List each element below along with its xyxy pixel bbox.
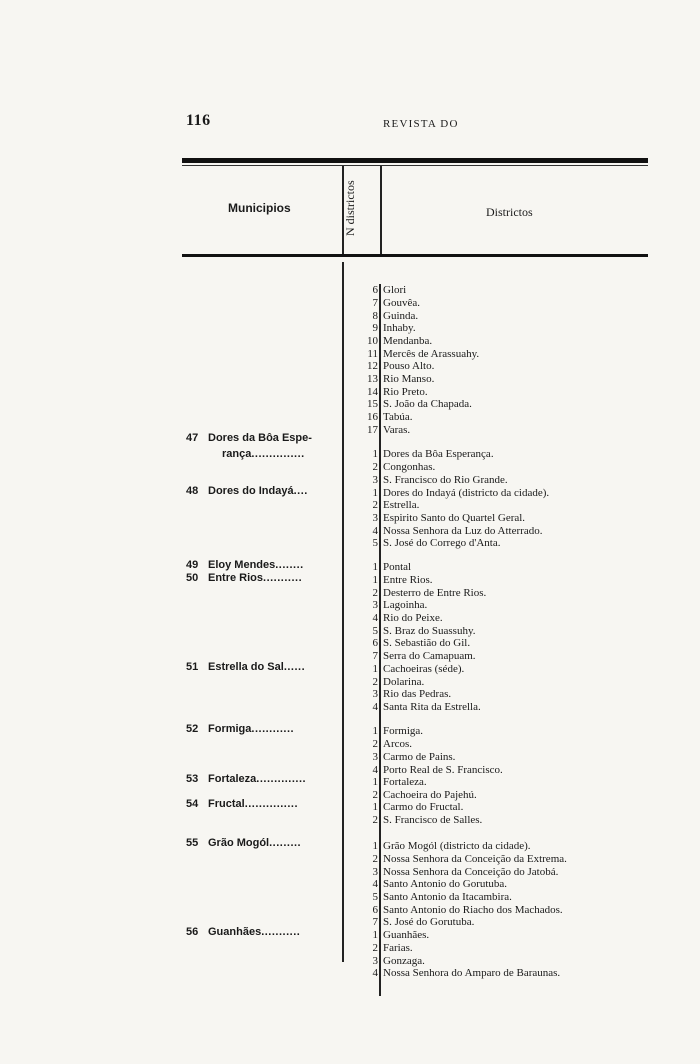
district-number: 1: [372, 574, 378, 586]
district-name: Pouso Alto.: [383, 360, 435, 372]
district-name: Dores do Indayá (districto da cidade).: [383, 487, 550, 499]
district-number: 6: [372, 904, 378, 916]
municipio-number: 52: [186, 723, 199, 735]
district-number: 15: [367, 398, 378, 410]
district-number: 3: [372, 866, 378, 878]
district-name: Santo Antonio do Riacho dos Machados.: [383, 904, 563, 916]
district-number: 2: [372, 499, 378, 511]
leader-dots: .........: [269, 837, 302, 849]
leader-dots: ........: [275, 559, 304, 571]
district-name: Farias.: [383, 942, 413, 954]
leader-dots: ..............: [256, 773, 307, 785]
district-name: Carmo do Fructal.: [383, 801, 464, 813]
district-number: 7: [372, 297, 378, 309]
district-number: 16: [367, 411, 378, 423]
body-divider-right: [379, 284, 381, 996]
municipio-number: 51: [186, 661, 199, 673]
column-header-n-districtos: N districtos: [343, 180, 357, 236]
district-name: Formiga.: [383, 725, 424, 737]
district-name: S. José do Corrego d'Anta.: [383, 537, 501, 549]
district-name: S. Braz do Suassuhy.: [383, 625, 476, 637]
municipio-name: Eloy Mendes: [208, 559, 276, 571]
municipio-number: 53: [186, 773, 199, 785]
running-title: REVISTA DO: [383, 118, 459, 130]
district-name: Glori: [383, 284, 407, 296]
column-header-districtos: Districtos: [486, 205, 533, 219]
municipio-name: Fructal: [208, 798, 245, 810]
municipio-entry: [186, 661, 305, 674]
table-top-rule: [182, 158, 648, 163]
leader-dots: ...............: [251, 448, 305, 460]
district-number: 2: [372, 587, 378, 599]
district-name: Nossa Senhora da Conceição do Jatobá.: [383, 866, 559, 878]
page-number: 116: [186, 112, 211, 129]
district-number: 4: [372, 764, 378, 776]
district-name: Rio Preto.: [383, 386, 428, 398]
district-number: 2: [372, 676, 378, 688]
district-number: 1: [372, 561, 378, 573]
district-name: Pontal: [383, 561, 412, 573]
district-name: Espirito Santo do Quartel Geral.: [383, 512, 526, 524]
header-divider-right: [380, 166, 382, 254]
district-name: Serra do Camapuam.: [383, 650, 476, 662]
district-number: 7: [372, 916, 378, 928]
district-name: Dores da Bôa Esperança.: [383, 448, 494, 460]
municipio-number: 47: [186, 432, 199, 444]
district-name: Nossa Senhora da Conceição da Extrema.: [383, 853, 567, 865]
district-number: 5: [372, 537, 378, 549]
leader-dots: ...........: [263, 572, 303, 584]
district-name: Inhaby.: [383, 322, 416, 334]
municipio-number: 56: [186, 926, 199, 938]
district-name: Carmo de Pains.: [383, 751, 456, 763]
municipio-number: 55: [186, 837, 199, 849]
district-name: Santa Rita da Estrella.: [383, 701, 481, 713]
district-name: S. Sebastião do Gil.: [383, 637, 471, 649]
district-name: Porto Real de S. Francisco.: [383, 764, 503, 776]
header-bottom-rule: [182, 254, 648, 257]
municipio-entry: [186, 448, 305, 461]
district-number: 10: [367, 335, 378, 347]
municipio-entry: [186, 432, 312, 445]
district-number: 7: [372, 650, 378, 662]
district-name: Lagoinha.: [383, 599, 428, 611]
district-name: S. João da Chapada.: [383, 398, 472, 410]
municipio-entry: [186, 926, 300, 939]
leader-dots: ......: [283, 661, 306, 673]
district-number: 1: [372, 487, 378, 499]
district-number: 5: [372, 625, 378, 637]
district-number: 8: [372, 310, 378, 322]
municipio-number: 48: [186, 485, 199, 497]
district-number: 3: [372, 688, 378, 700]
district-number: 1: [372, 840, 378, 852]
district-number: 9: [372, 322, 378, 334]
municipio-entry: [186, 485, 308, 498]
municipio-number: 50: [186, 572, 199, 584]
district-number: 1: [372, 448, 378, 460]
district-number: 12: [367, 360, 378, 372]
district-name: Mendanba.: [383, 335, 433, 347]
municipio-entry: [186, 798, 298, 811]
district-name: Nossa Senhora do Amparo de Baraunas.: [383, 967, 561, 979]
district-number: 3: [372, 474, 378, 486]
district-number: 2: [372, 789, 378, 801]
district-name: Santo Antonio do Gorutuba.: [383, 878, 508, 890]
municipio-name: Guanhães: [208, 926, 262, 938]
column-header-municipios: Municipios: [228, 201, 291, 215]
district-name: S. Francisco de Salles.: [383, 814, 483, 826]
district-name: Santo Antonio da Itacambira.: [383, 891, 512, 903]
district-number: 4: [372, 525, 378, 537]
municipio-entry: [186, 723, 294, 736]
district-name: Gouvêa.: [383, 297, 420, 309]
district-number: 11: [367, 348, 378, 360]
municipio-name: Dores da Bôa Espe-: [208, 432, 312, 444]
district-number: 2: [372, 853, 378, 865]
leader-dots: ....: [293, 485, 308, 497]
district-name: Cachoeira do Pajehú.: [383, 789, 477, 801]
district-number: 3: [372, 955, 378, 967]
district-name: Fortaleza.: [383, 776, 427, 788]
district-name: Rio do Peixe.: [383, 612, 443, 624]
district-number: 17: [367, 424, 378, 436]
municipio-name: Estrella do Sal: [208, 661, 284, 673]
district-number: 1: [372, 663, 378, 675]
district-number: 2: [372, 738, 378, 750]
district-name: Grão Mogól (districto da cidade).: [383, 840, 531, 852]
district-number: 1: [372, 801, 378, 813]
district-number: 13: [367, 373, 378, 385]
district-number: 4: [372, 967, 378, 979]
district-name: Guinda.: [383, 310, 419, 322]
district-name: Congonhas.: [383, 461, 436, 473]
district-name: Dolarina.: [383, 676, 425, 688]
district-name: S. Francisco do Rio Grande.: [383, 474, 508, 486]
district-number: 14: [367, 386, 378, 398]
municipio-entry: [186, 773, 306, 786]
district-number: 1: [372, 725, 378, 737]
district-number: 3: [372, 751, 378, 763]
municipio-name: Grão Mogól: [208, 837, 270, 849]
leader-dots: ...........: [261, 926, 301, 938]
municipio-entry: [186, 837, 301, 850]
table-top-rule-thin: [182, 165, 648, 166]
body-divider-left: [342, 262, 344, 962]
district-name: Gonzaga.: [383, 955, 425, 967]
municipio-name: Formiga: [208, 723, 252, 735]
district-name: Desterro de Entre Rios.: [383, 587, 487, 599]
district-number: 6: [372, 284, 378, 296]
district-number: 5: [372, 891, 378, 903]
leader-dots: ............: [251, 723, 295, 735]
district-name: S. José do Gorutuba.: [383, 916, 475, 928]
municipio-name: Entre Rios: [208, 572, 264, 584]
district-name: Tabúa.: [383, 411, 413, 423]
district-name: Guanhães.: [383, 929, 430, 941]
district-name: Rio das Pedras.: [383, 688, 452, 700]
district-number: 3: [372, 512, 378, 524]
district-name: Entre Rios.: [383, 574, 433, 586]
district-name: Cachoeiras (séde).: [383, 663, 465, 675]
district-number: 4: [372, 612, 378, 624]
district-number: 1: [372, 929, 378, 941]
district-name: Mercês de Arassuahy.: [383, 348, 480, 360]
district-number: 4: [372, 878, 378, 890]
municipio-name: Fortaleza: [208, 773, 257, 785]
district-number: 6: [372, 637, 378, 649]
municipio-entry: [186, 572, 302, 585]
district-name: Rio Manso.: [383, 373, 435, 385]
municipio-name: rança: [222, 448, 252, 460]
district-name: Nossa Senhora da Luz do Atterrado.: [383, 525, 543, 537]
leader-dots: ...............: [244, 798, 299, 810]
district-number: 4: [372, 701, 378, 713]
district-number: 2: [372, 814, 378, 826]
district-number: 3: [372, 599, 378, 611]
district-number: 2: [372, 461, 378, 473]
header-divider-left: [342, 166, 344, 254]
municipio-name: Dores do Indayá: [208, 485, 294, 497]
district-name: Varas.: [383, 424, 411, 436]
district-name: Estrella.: [383, 499, 420, 511]
district-number: 1: [372, 776, 378, 788]
municipio-number: 49: [186, 559, 199, 571]
district-name: Arcos.: [383, 738, 413, 750]
municipio-entry: [186, 559, 304, 572]
municipio-number: 54: [186, 798, 199, 810]
district-number: 2: [372, 942, 378, 954]
